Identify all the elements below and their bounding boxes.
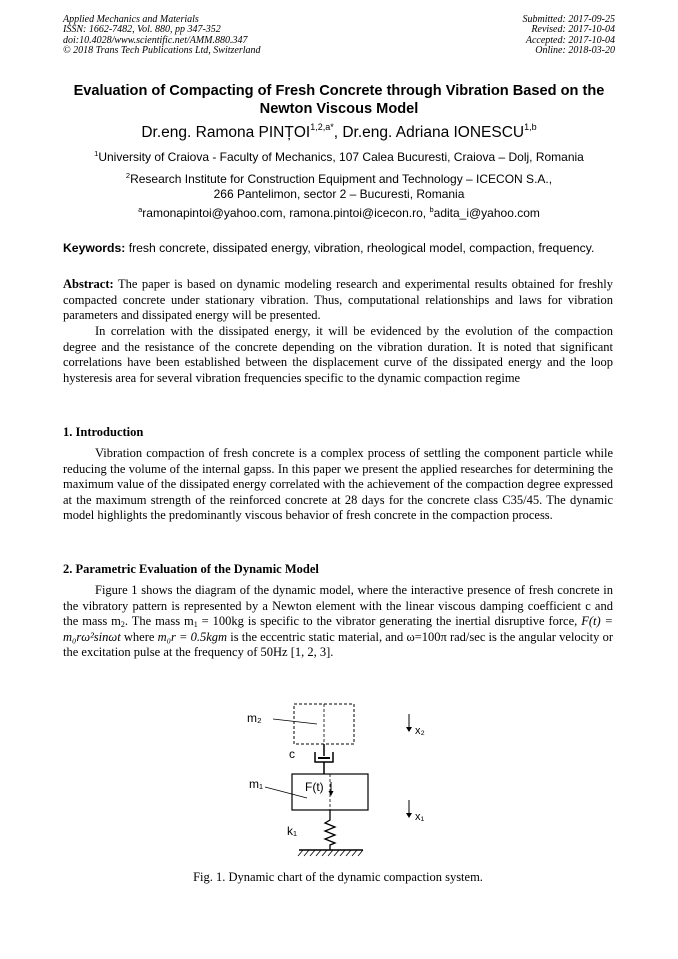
dates-header	[523, 15, 616, 57]
keywords-text: fresh concrete, dissipated energy, vibration, rheological model, compaction, frequency.	[128, 241, 595, 255]
abstract-label: Abstract:	[63, 277, 114, 291]
m1-pointer	[265, 787, 307, 798]
journal-doi: doi:10.4028/www.scientific.net/AMM.880.347	[63, 34, 248, 46]
m1-label: m₁	[249, 777, 264, 791]
m2-pointer	[273, 719, 317, 724]
author-list: Dr.eng. Ramona $PINȚOI^{1,2,a*}$, Dr.eng. Adriana IONESCU$^{1,b}$	[141, 122, 537, 141]
spring-k1	[325, 810, 335, 850]
keywords	[63, 241, 623, 256]
affiliation-2: $^2$Research Institute for Construction Equipment and Technology – ICECON S.A., 266 Pantelimon, sector 2 – Bucuresti, Romania	[125, 171, 553, 201]
journal-name: Applied Mechanics and Materials	[63, 14, 199, 25]
email-b[interactable]: adita_i@yahoo.com	[433, 206, 540, 220]
ground-hatch	[298, 850, 363, 856]
paper-title: Evaluation of Compacting of Fresh Concrete through Vibration Based on the Newton Viscous Model	[73, 83, 605, 117]
mass-formula: m₀r = 0.5kgm	[157, 629, 228, 644]
email-a[interactable]: ramonapintoi@yahoo.com, ramona.pintoi@icecon.ro,	[142, 206, 430, 220]
abstract-paragraph-2: In correlation with the dissipated energy, it will be evidenced by the evolution of the compaction degree and the resistance of the concrete depending on the vibration duration. It is noted that significant correlations have been established between the displacement curve of the dissipated energy and the loop hysteresis area for several vibration frequencies specific to the dynamic compaction regime	[63, 324, 613, 385]
date-submitted: Submitted: 2017-09-25	[522, 14, 615, 25]
x1-label: x₁	[415, 811, 425, 823]
abstract-paragraph-1: Abstract: The paper is based on dynamic modeling research and experimental results obtained for freshly compacted concrete under stationary vibration. Thus, computational relationships and laws for vibration parameters and dissipated energy will be presented.	[63, 277, 614, 323]
force-label: F(t)	[305, 780, 324, 794]
author-affiliation-mark: 1,b	[524, 122, 537, 132]
parametric-paragraph: Figure 1 shows the diagram of the dynamic model, where the interactive presence of fresh concrete in the vibratory pattern is represented by a Newton element with the linear viscous damping coefficient c and the mass $m_2$. The mass $m_1 = 100kg$ is specific to the vibrator generating the inertial disruptive force, F(t) = m₀rω²sinωt where m₀r = 0.5kgm is the eccentric static material, and ω=100π rad/sec is the angular velocity or the excitation pulse at the frequency of 50Hz [1, 2, 3].	[63, 583, 613, 660]
section-heading-parametric: 2. Parametric Evaluation of the Dynamic Model	[63, 562, 319, 576]
k1-label: k₁	[287, 824, 298, 838]
section-heading-introduction: 1. Introduction	[63, 425, 144, 439]
author-name: Dr.eng. Ramona PINȚOI	[141, 124, 311, 141]
date-online: Online: 2018-03-20	[535, 45, 615, 57]
c-label: c	[289, 747, 295, 761]
affiliation-1: $^1$University of Craiova - Faculty of Mechanics, 107 Calea Bucuresti, Craiova – Dolj, Romania	[94, 149, 584, 164]
date-revised: Revised: 2017-10-04	[531, 24, 615, 36]
x2-label: x₂	[415, 725, 425, 737]
author-emails: $^a$ramonapintoi@yahoo.com, ramona.pintoi@icecon.ro, $^b$adita_i@yahoo.com	[138, 205, 540, 220]
m2-label: m₂	[247, 711, 262, 725]
journal-issn: ISSN: 1662-7482, Vol. 880, pp 347-352	[63, 24, 221, 36]
journal-header	[63, 15, 261, 57]
force-formula: F(t) = m₀rω²sinωt	[63, 614, 613, 644]
author-affiliation-mark: 1,2,a*	[310, 122, 334, 132]
introduction-paragraph: Vibration compaction of fresh concrete is a complex process of settling the component particle while reducing the volume of the internal gapss. In this paper we present the applied researches for determining the maximum value of the dissipated energy correlated with the achievement of the compaction degree expressed at the maximum strength of the reinforced concrete at 28 days for the concrete class C35/45. The dynamic model highlights the predominantly viscous behavior of fresh concrete in the compaction process.	[63, 446, 613, 523]
author-name: Dr.eng. Adriana IONESCU	[342, 124, 525, 141]
dynamic-model-figure	[235, 700, 445, 862]
date-accepted: Accepted: 2017-10-04	[525, 34, 615, 46]
figure-caption: Fig. 1. Dynamic chart of the dynamic compaction system.	[193, 870, 483, 884]
keywords-label: Keywords:	[63, 241, 126, 255]
journal-copyright: © 2018 Trans Tech Publications Ltd, Switzerland	[63, 45, 261, 57]
